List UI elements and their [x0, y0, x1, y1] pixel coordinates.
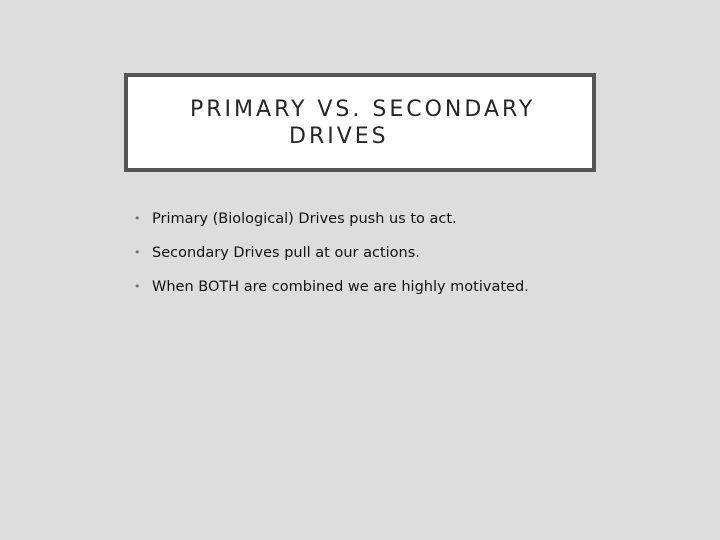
bullet-text: Secondary Drives pull at our actions.: [152, 245, 420, 261]
bullet-item: [134, 276, 529, 310]
bullet-icon: •: [134, 280, 141, 293]
bullet-item: [134, 242, 529, 276]
bullet-text: Primary (Biological) Drives push us to act.: [152, 211, 457, 227]
bullet-list: [134, 208, 529, 310]
bullet-icon: •: [134, 212, 141, 225]
bullet-item: [134, 208, 529, 242]
bullet-icon: •: [134, 246, 141, 259]
title-box: [124, 73, 596, 172]
slide-title-line-2: DRIVES: [289, 124, 389, 149]
bullet-text: When BOTH are combined we are highly motivated.: [152, 279, 529, 295]
slide-title-line-1: PRIMARY VS. SECONDARY: [190, 97, 536, 122]
